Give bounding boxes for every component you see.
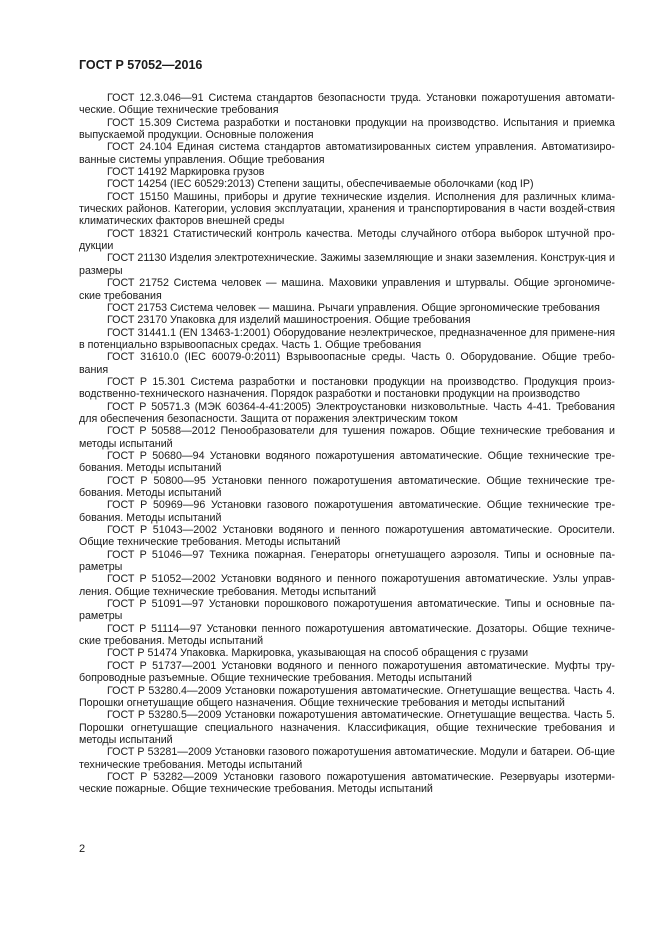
reference-entry: ГОСТ Р 50969—96 Установки газового пожаротушения автоматические. Общие технические тре-бования. Методы испытаний xyxy=(79,499,615,524)
reference-entry: ГОСТ Р 53280.5—2009 Установки пожаротушения автоматические. Огнетушащие вещества. Часть 5. Порошки огнетушащие специального назначения. Классификация, общие технические требования и методы испытаний xyxy=(79,709,615,746)
reference-entry: ГОСТ 24.104 Единая система стандартов автоматизированных систем управления. Автоматизиро-ванные системы управления. Общие требования xyxy=(79,141,615,166)
reference-entry: ГОСТ 15150 Машины, приборы и другие технические изделия. Исполнения для различных клима-тических районов. Категории, условия эксплуатации, хранения и транспортирования в части воздей-ствия климатических факторов внешней среды xyxy=(79,190,615,228)
reference-entry: ГОСТ 12.3.046—91 Система стандартов безопасности труда. Установки пожаротушения автомати-ческие. Общие технические требования xyxy=(79,92,615,117)
reference-entry: ГОСТ Р 15.301 Система разработки и постановки продукции на производство. Продукция произ-водственно-технического назначения. Порядок разработки и постановки продукции на производство xyxy=(79,375,615,401)
reference-entry: ГОСТ 14192 Маркировка грузов xyxy=(107,166,265,179)
reference-entry: ГОСТ Р 51114—97 Установки пенного пожаротушения автоматические. Дозаторы. Общие техниче-ские требования. Методы испытаний xyxy=(79,622,615,648)
references-list xyxy=(79,92,615,796)
reference-entry: ГОСТ Р 53281—2009 Установки газового пожаротушения автоматические. Модули и батареи. Об-щие технические требования. Методы испытаний xyxy=(79,746,615,771)
reference-entry: ГОСТ 18321 Статистический контроль качества. Методы случайного отбора выборок штучной про-дукции xyxy=(79,227,615,253)
reference-entry: ГОСТ Р 50680—94 Установки водяного пожаротушения автоматические. Общие технические тре-бования. Методы испытаний xyxy=(79,449,615,475)
reference-entry: ГОСТ 23170 Упаковка для изделий машиностроения. Общие требования xyxy=(107,314,471,327)
reference-entry: ГОСТ Р 50800—95 Установки пенного пожаротушения автоматические. Общие технические тре-бования. Методы испытаний xyxy=(79,474,615,499)
reference-entry: ГОСТ Р 50571.3 (МЭК 60364-4-41:2005) Электроустановки низковольтные. Часть 4-41. Требования для обеспечения безопасности. Защита от поражения электрическим током xyxy=(79,400,615,425)
reference-entry: ГОСТ Р 53280.4—2009 Установки пожаротушения автоматические. Огнетушащие вещества. Часть 4. Порошки огнетушащие общего назначения. Общие технические требования и методы испытаний xyxy=(79,684,615,709)
reference-entry: ГОСТ Р 51091—97 Установки порошкового пожаротушения автоматические. Типы и основные па-раметры xyxy=(79,598,615,623)
page-number: 2 xyxy=(79,843,86,855)
reference-entry: ГОСТ 21752 Система человек — машина. Маховики управления и штурвалы. Общие эргономиче-ские требования xyxy=(79,277,615,302)
document-header: ГОСТ Р 57052—2016 xyxy=(79,58,203,72)
reference-entry: ГОСТ Р 51474 Упаковка. Маркировка, указывающая на способ обращения с грузами xyxy=(107,647,529,660)
reference-entry: ГОСТ 21130 Изделия электротехнические. Зажимы заземляющие и знаки заземления. Конструк-ция и размеры xyxy=(79,252,615,277)
reference-entry: ГОСТ 21753 Система человек — машина. Рычаги управления. Общие эргономические требования xyxy=(107,301,600,314)
reference-entry: ГОСТ 31441.1 (EN 13463-1:2001) Оборудование неэлектрическое, предназначенное для примене-ния в потенциально взрывоопасных средах. Часть 1. Общие требования xyxy=(79,326,615,351)
reference-entry: ГОСТ 31610.0 (IEC 60079-0:2011) Взрывоопасные среды. Часть 0. Оборудование. Общие требо-вания xyxy=(79,351,615,376)
reference-entry: ГОСТ Р 51046—97 Техника пожарная. Генераторы огнетушащего аэрозоля. Типы и основные па-раметры xyxy=(79,548,615,574)
reference-entry: ГОСТ Р 51737—2001 Установки водяного и пенного пожаротушения автоматические. Муфты тру-бопроводные разъемные. Общие технические требования. Методы испытаний xyxy=(79,659,615,685)
reference-entry: ГОСТ Р 50588—2012 Пенообразователи для тушения пожаров. Общие технические требования и методы испытаний xyxy=(79,425,615,450)
reference-entry: ГОСТ 14254 (IEC 60529:2013) Степени защиты, обеспечиваемые оболочками (код IP) xyxy=(107,178,534,191)
reference-entry: ГОСТ Р 51043—2002 Установки водяного и пенного пожаротушения автоматические. Оросители. Общие технические требования. Методы испытаний xyxy=(79,524,615,549)
reference-entry: ГОСТ Р 51052—2002 Установки водяного и пенного пожаротушения автоматические. Узлы управ-ления. Общие технические требования. Методы испытаний xyxy=(79,573,615,598)
reference-entry: ГОСТ Р 53282—2009 Установки газового пожаротушения автоматические. Резервуары изотерми-ческие пожарные. Общие технические требования. Методы испытаний xyxy=(79,770,615,796)
reference-entry: ГОСТ 15.309 Система разработки и постановки продукции на производство. Испытания и приемка выпускаемой продукции. Основные положения xyxy=(79,116,615,142)
